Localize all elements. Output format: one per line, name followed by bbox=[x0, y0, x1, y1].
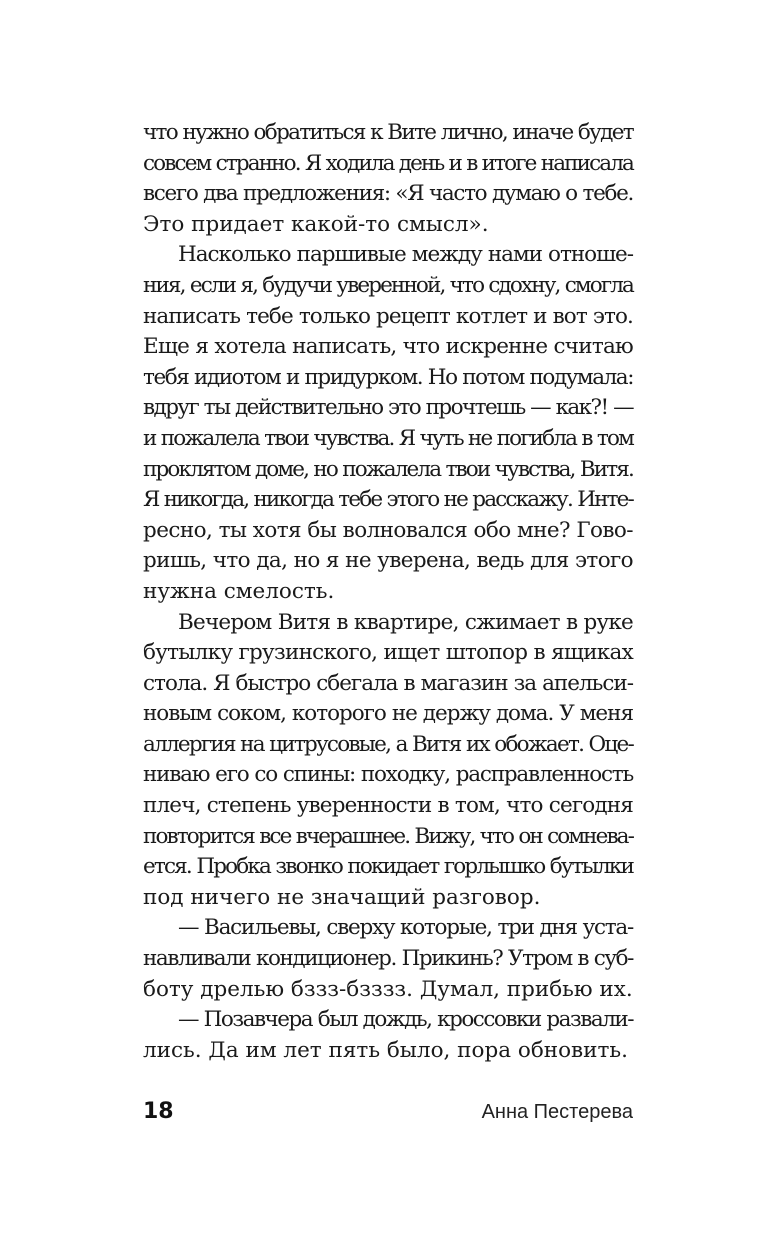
text-line: Еще я хотела написать, что искренне считаю bbox=[143, 334, 633, 360]
text-line: вдруг ты действительно это прочтешь — как?! — bbox=[143, 395, 633, 421]
text-line: Это придает какой-то смысл». bbox=[143, 211, 489, 237]
text-line: совсем странно. Я ходила день и в итоге написала bbox=[143, 150, 633, 176]
text-line: ресно, ты хотя бы волновался обо мне? Гово- bbox=[143, 517, 633, 543]
text-line: нужна смелость. bbox=[143, 578, 335, 604]
text-line: проклятом доме, но пожалела твои чувства, Витя. bbox=[143, 456, 633, 482]
text-line: ния, если я, будучи уверенной, что сдохну, смогла bbox=[143, 272, 633, 298]
text-line: аллергия на цитрусовые, а Витя их обожает. Оце- bbox=[143, 731, 633, 757]
text-line: всего два предложения: «Я часто думаю о тебе. bbox=[143, 181, 633, 207]
text-line: стола. Я быстро сбегала в магазин за апельси- bbox=[143, 670, 633, 696]
text-line: ниваю его со спины: походку, расправленность bbox=[143, 762, 633, 788]
text-line: новым соком, которого не держу дома. У меня bbox=[143, 701, 633, 727]
text-line: — Позавчера был дождь, кроссовки развали- bbox=[178, 1007, 633, 1033]
page-number: 18 bbox=[143, 1099, 174, 1124]
text-line: повторится все вчерашнее. Вижу, что он сомнева- bbox=[143, 823, 633, 849]
text-line: Вечером Витя в квартире, сжимает в руке bbox=[178, 609, 633, 635]
text-line: боту дрелью бззз-бзззз. Думал, прибью их. bbox=[143, 976, 633, 1002]
text-line: Я никогда, никогда тебе этого не расскажу. Инте- bbox=[143, 487, 633, 513]
text-line: — Васильевы, сверху которые, три дня уста- bbox=[178, 915, 633, 941]
text-line: тебя идиотом и придурком. Но потом подумала: bbox=[143, 364, 633, 390]
text-line: лись. Да им лет пять было, пора обновить. bbox=[143, 1037, 628, 1063]
page-footer bbox=[143, 1095, 633, 1129]
text-line: ришь, что да, но я не уверена, ведь для этого bbox=[143, 548, 633, 574]
text-line: и пожалела твои чувства. Я чуть не погибла в том bbox=[143, 425, 633, 451]
text-line: ется. Пробка звонко покидает горлышко бутылки bbox=[143, 854, 633, 880]
text-line: Насколько паршивые между нами отноше- bbox=[178, 242, 633, 268]
body-text bbox=[143, 118, 633, 1066]
text-line: что нужно обратиться к Вите лично, иначе будет bbox=[143, 120, 633, 145]
text-line: плеч, степень уверенности в том, что сегодня bbox=[143, 793, 633, 819]
text-line: навливали кондиционер. Прикинь? Утром в суб- bbox=[143, 946, 633, 972]
text-line: бутылку грузинского, ищет штопор в ящиках bbox=[143, 640, 633, 666]
text-line: под ничего не значащий разговор. bbox=[143, 884, 541, 910]
text-line: написать тебе только рецепт котлет и вот это. bbox=[143, 303, 633, 329]
running-footer-author: Анна Пестерева bbox=[481, 1101, 633, 1123]
